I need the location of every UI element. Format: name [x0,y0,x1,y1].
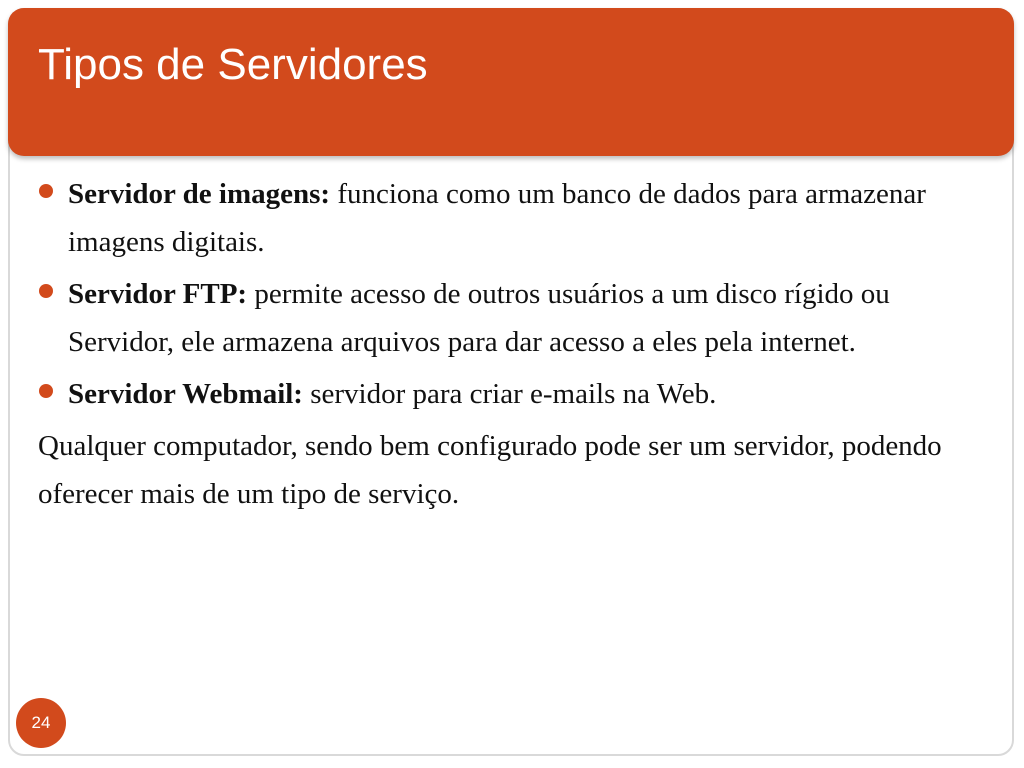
bullet-text: servidor para criar e-mails na Web. [302,378,717,410]
bullet-dot-icon [39,284,53,298]
bullet-item-servidor-ftp [38,270,988,366]
bullet-dot-icon [39,384,53,398]
bullet-term: Servidor de imagens: [68,178,331,210]
closing-paragraph: Qualquer computador, sendo bem configurado pode ser um servidor, podendo oferecer mais de um tipo de serviço. [38,430,942,510]
slide-title: Tipos de Servidores [38,40,428,89]
bullet-term: Servidor Webmail: [68,378,303,410]
bullet-term: Servidor FTP: [68,278,248,310]
page-number-badge: 24 [16,698,66,748]
bullet-dot-icon [39,184,53,198]
slide-content [38,170,988,518]
bullet-text: funciona como um banco de dados para armazenar imagens digitais. [68,178,926,258]
bullet-item-servidor-webmail [38,370,988,418]
bullet-item-servidor-imagens [38,170,988,266]
bullet-text: permite acesso de outros usuários a um disco rígido ou Servidor, ele armazena arquivos para dar acesso a eles pela internet. [68,278,890,358]
